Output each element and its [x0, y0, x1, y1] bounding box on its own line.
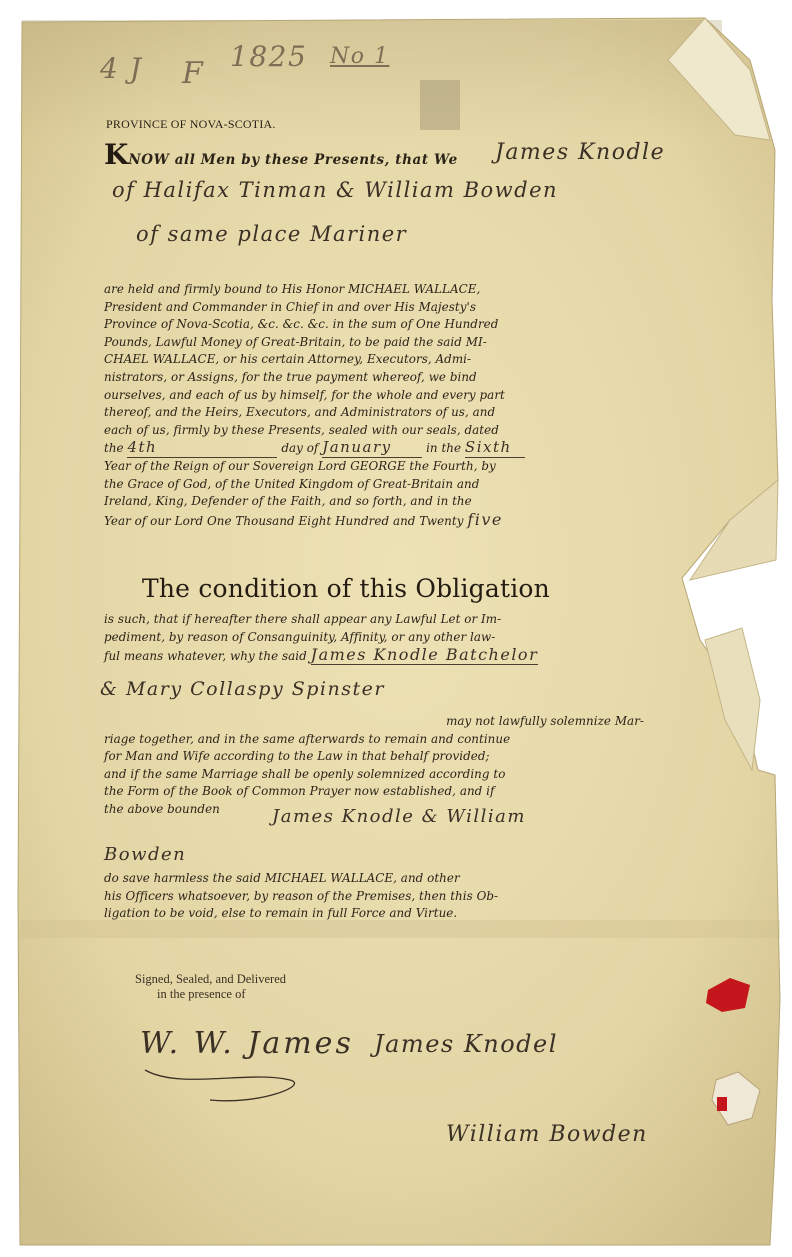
condition-body — [104, 611, 538, 666]
condition-line: and if the same Marriage shall be openly solemnized according to — [104, 766, 506, 781]
hand-bounden-2: Bowden — [104, 844, 187, 865]
condition-line: ligation to be void, else to remain in full Force and Virtue. — [104, 906, 458, 921]
condition-line: riage together, and in the same afterwards to remain and continue — [104, 731, 511, 746]
province-heading: PROVINCE OF NOVA-SCOTIA. — [106, 117, 276, 131]
archive-number: No 1 — [330, 44, 390, 69]
archive-ref: 4 J — [100, 52, 143, 85]
date-the: the — [104, 441, 124, 456]
date-day-of: day of — [281, 441, 319, 456]
archive-year: 1825 — [230, 40, 308, 73]
year-printed: Year of our Lord One Thousand Eight Hundred and Twenty — [104, 513, 464, 528]
year-line — [104, 511, 525, 531]
bond-line: ourselves, and each of us by himself, for the whole and every part — [104, 387, 505, 402]
witness-label-line: Signed, Sealed, and Delivered — [135, 972, 286, 986]
witness-signature: W. W. James — [140, 1026, 354, 1061]
hand-year: five — [467, 509, 503, 529]
condition-line: is such, that if hereafter there shall appear any Lawful Let or Im- — [104, 612, 502, 626]
ink-smudge — [420, 80, 460, 130]
condition-body-mid — [104, 713, 644, 819]
bond-line: the Grace of God, of the United Kingdom of Great-Britain and — [104, 476, 480, 491]
date-line — [104, 439, 525, 458]
bond-line: thereof, and the Heirs, Executors, and Administrators of us, and — [104, 405, 496, 420]
witness-label — [135, 972, 286, 1002]
intro-printed: NOW all Men by these Presents, that We — [128, 152, 458, 168]
signature-flourish — [140, 1060, 320, 1110]
witness-label-line: in the presence of — [157, 987, 246, 1001]
drop-cap: K — [104, 138, 129, 171]
condition-line — [104, 646, 538, 666]
bond-line: CHAEL WALLACE, or his certain Attorney, Executors, Admi- — [104, 352, 472, 367]
intro-line — [104, 138, 458, 171]
bond-line: each of us, firmly by these Presents, sealed with our seals, dated — [104, 422, 499, 437]
signature-william: William Bowden — [446, 1122, 648, 1147]
condition-line-text: ful means whatever, why the said — [104, 649, 307, 664]
condition-line: may not lawfully solemnize Mar- — [446, 714, 644, 728]
condition-line: his Officers whatsoever, by reason of the Premises, then this Ob- — [104, 888, 499, 903]
condition-body-end — [104, 870, 498, 923]
archive-letter: F — [182, 56, 205, 91]
bond-line: Year of the Reign of our Sovereign Lord GEORGE the Fourth, by — [104, 458, 496, 473]
date-in-the: in the — [426, 441, 462, 456]
hand-groom: James Knodle Batchelor — [310, 645, 539, 665]
condition-line: for Man and Wife according to the Law in that behalf provided; — [104, 749, 490, 764]
hand-day: 4th — [127, 439, 277, 458]
bond-line: President and Commander in Chief in and over His Majesty's — [104, 299, 476, 314]
condition-line: do save harmless the said MICHAEL WALLACE, and other — [104, 871, 460, 885]
condition-line: pediment, by reason of Consanguinity, Affinity, or any other law- — [104, 629, 496, 644]
bond-body — [104, 281, 525, 530]
bond-line: nistrators, or Assigns, for the true payment whereof, we bind — [104, 369, 477, 384]
condition-line: the above bounden — [104, 801, 220, 816]
condition-heading: The condition of this Obligation — [142, 574, 550, 603]
wax-seal-fleck — [717, 1097, 727, 1111]
hand-regnal-year: Sixth — [465, 439, 525, 458]
signature-james: James Knodel — [374, 1030, 558, 1058]
bond-line: Province of Nova-Scotia, &c. &c. &c. in the sum of One Hundred — [104, 317, 499, 332]
bond-line: are held and firmly bound to His Honor MICHAEL WALLACE, — [104, 282, 481, 296]
hand-line-2: of Halifax Tinman & William Bowden — [112, 178, 559, 202]
hand-names: James Knodle — [495, 140, 666, 165]
hand-bride: & Mary Collaspy Spinster — [100, 678, 385, 700]
bond-line: Ireland, King, Defender of the Faith, and so forth, and in the — [104, 494, 472, 509]
condition-line: the Form of the Book of Common Prayer now established, and if — [104, 784, 495, 799]
bond-line: Pounds, Lawful Money of Great-Britain, to be paid the said MI- — [104, 334, 487, 349]
hand-bounden: James Knodle & William — [272, 806, 526, 827]
hand-month: January — [322, 439, 422, 458]
hand-line-3: of same place Mariner — [136, 222, 408, 246]
